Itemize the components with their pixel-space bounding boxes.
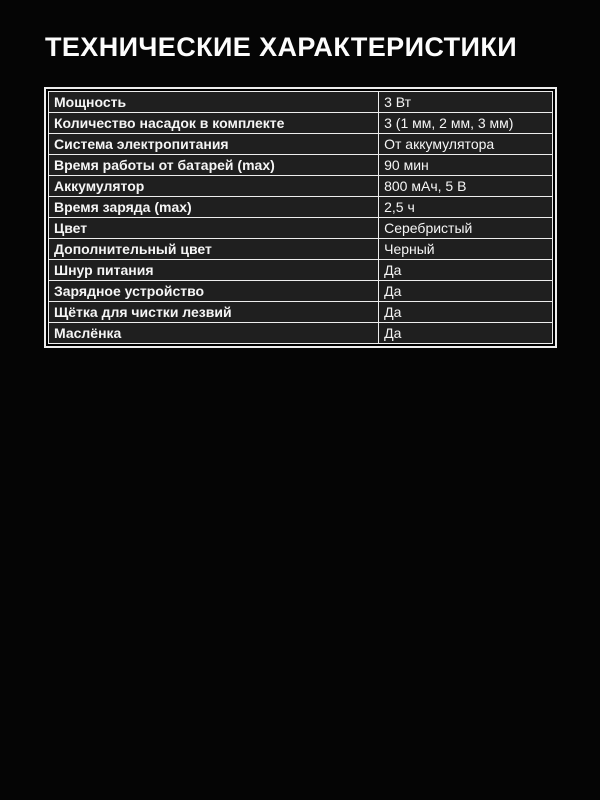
spec-value-cell: От аккумулятора xyxy=(379,134,553,155)
spec-label-cell: Система электропитания xyxy=(49,134,379,155)
spec-value-cell: Да xyxy=(379,281,553,302)
spec-table-frame xyxy=(44,87,557,348)
spec-table-row xyxy=(49,239,553,260)
spec-label-cell: Время заряда (max) xyxy=(49,197,379,218)
spec-table xyxy=(48,91,553,344)
page-title: ТЕХНИЧЕСКИЕ ХАРАКТЕРИСТИКИ xyxy=(45,32,518,62)
spec-value-cell: 2,5 ч xyxy=(379,197,553,218)
spec-table-body xyxy=(49,92,553,344)
spec-value-cell: 800 мАч, 5 В xyxy=(379,176,553,197)
spec-table-row xyxy=(49,92,553,113)
spec-value-cell: Черный xyxy=(379,239,553,260)
spec-label-cell: Зарядное устройство xyxy=(49,281,379,302)
spec-table-row xyxy=(49,134,553,155)
spec-value-cell: Да xyxy=(379,302,553,323)
spec-label-cell: Мощность xyxy=(49,92,379,113)
spec-table-row xyxy=(49,281,553,302)
spec-table-row xyxy=(49,197,553,218)
spec-label-cell: Маслёнка xyxy=(49,323,379,344)
spec-value-cell: Да xyxy=(379,323,553,344)
spec-table-row xyxy=(49,323,553,344)
spec-label-cell: Щётка для чистки лезвий xyxy=(49,302,379,323)
spec-table-row xyxy=(49,218,553,239)
spec-label-cell: Аккумулятор xyxy=(49,176,379,197)
spec-label-cell: Время работы от батарей (max) xyxy=(49,155,379,176)
spec-table-row xyxy=(49,113,553,134)
spec-table-row xyxy=(49,155,553,176)
spec-table-row xyxy=(49,302,553,323)
spec-value-cell: 3 (1 мм, 2 мм, 3 мм) xyxy=(379,113,553,134)
spec-value-cell: 3 Вт xyxy=(379,92,553,113)
spec-label-cell: Количество насадок в комплекте xyxy=(49,113,379,134)
spec-table-row xyxy=(49,260,553,281)
spec-table-row xyxy=(49,176,553,197)
spec-label-cell: Шнур питания xyxy=(49,260,379,281)
spec-value-cell: Серебристый xyxy=(379,218,553,239)
spec-label-cell: Цвет xyxy=(49,218,379,239)
spec-value-cell: Да xyxy=(379,260,553,281)
spec-label-cell: Дополнительный цвет xyxy=(49,239,379,260)
spec-value-cell: 90 мин xyxy=(379,155,553,176)
